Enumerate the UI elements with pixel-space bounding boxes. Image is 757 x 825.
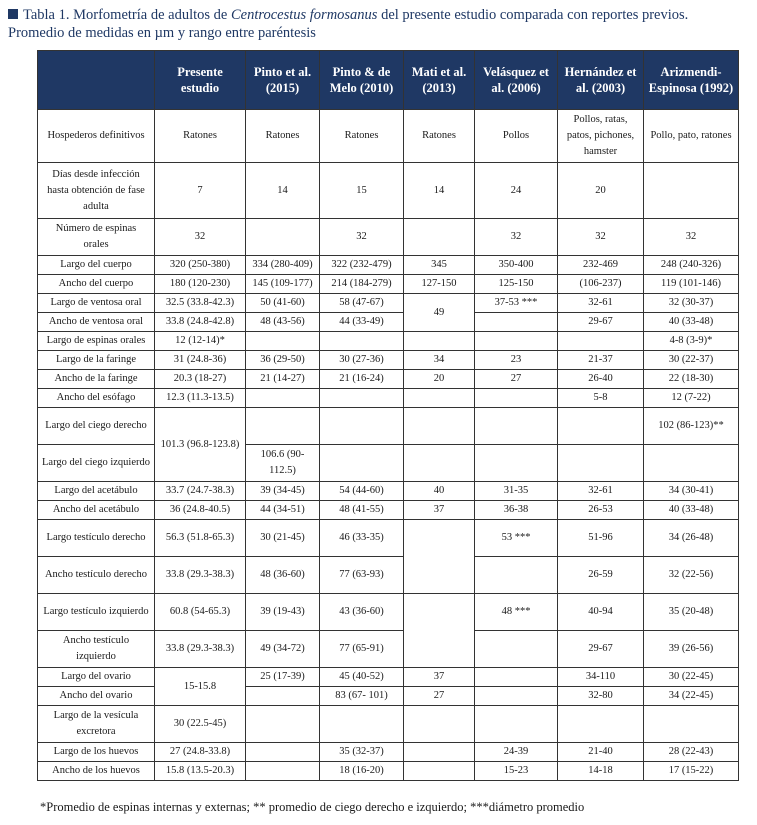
row-label: Largo de ventosa oral — [38, 294, 155, 313]
table-cell: 31 (24.8-36) — [155, 351, 246, 370]
table-cell: 20.3 (18-27) — [155, 370, 246, 389]
table-row — [38, 668, 739, 687]
row-label: Ancho testículo izquierdo — [38, 631, 155, 668]
footnote: *Promedio de espinas internas y externas; ** promedio de ciego derecho e izquierdo; ***diámetro promedio — [40, 800, 585, 814]
row-label: Ancho del ovario — [38, 687, 155, 706]
row-label: Ancho de la faringe — [38, 370, 155, 389]
table-cell: 12 (12-14)* — [155, 332, 246, 351]
table-cell: Pollos — [475, 110, 558, 163]
table-cell — [404, 594, 475, 668]
row-label: Largo de los huevos — [38, 743, 155, 762]
table-cell — [475, 687, 558, 706]
table-cell: 125-150 — [475, 275, 558, 294]
table-row — [38, 520, 739, 557]
table-cell — [404, 445, 475, 482]
table-cell: 14 — [404, 163, 475, 219]
table-cell: 15-15.8 — [155, 668, 246, 706]
table-cell: 49 — [404, 294, 475, 332]
table-cell: 26-53 — [558, 501, 644, 520]
table-cell: 32 — [320, 219, 404, 256]
table-cell: 77 (63-93) — [320, 557, 404, 594]
column-header: Arizmendi-Espinosa (1992) — [644, 51, 739, 110]
caption-line-1 — [8, 6, 753, 24]
table-cell: 48 (36-60) — [246, 557, 320, 594]
row-label: Días desde infección hasta obtención de fase adulta — [38, 163, 155, 219]
table-cell: 27 — [475, 370, 558, 389]
table-cell: 37 — [404, 501, 475, 520]
table-cell: 18 (16-20) — [320, 762, 404, 781]
row-label: Largo de la faringe — [38, 351, 155, 370]
table-caption — [8, 6, 753, 42]
table-cell: Ratones — [404, 110, 475, 163]
table-cell: 4-8 (3-9)* — [644, 332, 739, 351]
table-cell — [558, 332, 644, 351]
table-cell — [320, 332, 404, 351]
table-cell: 30 (21-45) — [246, 520, 320, 557]
table-cell: 102 (86-123)** — [644, 408, 739, 445]
table-cell: 15-23 — [475, 762, 558, 781]
table-cell: Ratones — [246, 110, 320, 163]
table-cell: 248 (240-326) — [644, 256, 739, 275]
table-cell — [475, 332, 558, 351]
table-cell: 50 (41-60) — [246, 294, 320, 313]
table-cell: Pollos, ratas, patos, pichones, hamster — [558, 110, 644, 163]
table-cell: 45 (40-52) — [320, 668, 404, 687]
table-cell: 14 — [246, 163, 320, 219]
row-label: Ancho testículo derecho — [38, 557, 155, 594]
table-row — [38, 408, 739, 445]
table-cell: 30 (22.5-45) — [155, 706, 246, 743]
table-cell — [475, 706, 558, 743]
table-cell — [320, 389, 404, 408]
table-cell: 15.8 (13.5-20.3) — [155, 762, 246, 781]
row-label: Ancho del acetábulo — [38, 501, 155, 520]
table-cell: 35 (20-48) — [644, 594, 739, 631]
table-cell — [404, 332, 475, 351]
table-row — [38, 706, 739, 743]
table-cell: 27 (24.8-33.8) — [155, 743, 246, 762]
caption-suffix: del presente estudio comparada con reportes previos. — [377, 7, 689, 23]
table-cell — [246, 389, 320, 408]
table-cell — [320, 706, 404, 743]
table-cell — [404, 762, 475, 781]
table-cell — [246, 332, 320, 351]
table-cell: 40 — [404, 482, 475, 501]
table-cell — [558, 408, 644, 445]
table-cell: 39 (26-56) — [644, 631, 739, 668]
table-cell: 83 (67- 101) — [320, 687, 404, 706]
table-cell: 32 (30-37) — [644, 294, 739, 313]
table-cell: 40-94 — [558, 594, 644, 631]
table-cell: 54 (44-60) — [320, 482, 404, 501]
table-cell: Ratones — [320, 110, 404, 163]
caption-prefix: Tabla 1. Morfometría de adultos de — [23, 7, 231, 23]
table-cell: 24 — [475, 163, 558, 219]
table-cell: 21-40 — [558, 743, 644, 762]
table-cell: 232-469 — [558, 256, 644, 275]
table-cell: 36 (24.8-40.5) — [155, 501, 246, 520]
caption-line-2: Promedio de medidas en µm y rango entre paréntesis — [8, 25, 316, 41]
table-cell — [404, 389, 475, 408]
column-header — [38, 51, 155, 110]
table-row — [38, 370, 739, 389]
table-cell: 33.8 (29.3-38.3) — [155, 631, 246, 668]
header-row — [38, 51, 739, 110]
table-cell: 44 (33-49) — [320, 313, 404, 332]
table-row — [38, 557, 739, 594]
table-row — [38, 687, 739, 706]
table-row — [38, 351, 739, 370]
table-cell: 30 (22-45) — [644, 668, 739, 687]
table-cell: 35 (32-37) — [320, 743, 404, 762]
table-cell: 33.8 (29.3-38.3) — [155, 557, 246, 594]
table-cell: 119 (101-146) — [644, 275, 739, 294]
table-cell: 32 — [558, 219, 644, 256]
table-cell — [644, 706, 739, 743]
row-label: Largo del acetábulo — [38, 482, 155, 501]
table-cell: 48 *** — [475, 594, 558, 631]
table-cell: 48 (41-55) — [320, 501, 404, 520]
table-cell: 180 (120-230) — [155, 275, 246, 294]
table-cell: 21 (16-24) — [320, 370, 404, 389]
row-label: Ancho de ventosa oral — [38, 313, 155, 332]
table-cell: 31-35 — [475, 482, 558, 501]
table-cell — [320, 445, 404, 482]
table-cell: 33.7 (24.7-38.3) — [155, 482, 246, 501]
table-row — [38, 594, 739, 631]
table-cell: 145 (109-177) — [246, 275, 320, 294]
table-cell: Pollo, pato, ratones — [644, 110, 739, 163]
row-label: Ancho del esófago — [38, 389, 155, 408]
table-cell: 34 (26-48) — [644, 520, 739, 557]
table-row — [38, 501, 739, 520]
table-cell — [475, 389, 558, 408]
table-cell: 37 — [404, 668, 475, 687]
table-cell: 127-150 — [404, 275, 475, 294]
table-cell: 5-8 — [558, 389, 644, 408]
table-cell — [475, 313, 558, 332]
table-cell — [246, 762, 320, 781]
row-label: Hospederos definitivos — [38, 110, 155, 163]
table-cell: 77 (65-91) — [320, 631, 404, 668]
table-cell — [246, 687, 320, 706]
table-cell: 334 (280-409) — [246, 256, 320, 275]
table-cell — [475, 557, 558, 594]
table-row — [38, 482, 739, 501]
table-cell: 46 (33-35) — [320, 520, 404, 557]
table-cell: 43 (36-60) — [320, 594, 404, 631]
table-row — [38, 631, 739, 668]
table-cell: 32 (22-56) — [644, 557, 739, 594]
table-cell: 30 (27-36) — [320, 351, 404, 370]
table-cell — [404, 408, 475, 445]
table-cell — [404, 219, 475, 256]
table-row — [38, 332, 739, 351]
caption-square-icon — [8, 9, 18, 19]
table-cell: 214 (184-279) — [320, 275, 404, 294]
table-cell: 34 (30-41) — [644, 482, 739, 501]
table-cell — [246, 743, 320, 762]
table-cell: 58 (47-67) — [320, 294, 404, 313]
table-cell: 49 (34-72) — [246, 631, 320, 668]
table-row — [38, 110, 739, 163]
table-cell: 101.3 (96.8-123.8) — [155, 408, 246, 482]
table-cell — [475, 445, 558, 482]
table-cell: 345 — [404, 256, 475, 275]
table-cell: Ratones — [155, 110, 246, 163]
table-cell: 36 (29-50) — [246, 351, 320, 370]
table-cell: 28 (22-43) — [644, 743, 739, 762]
table-cell: (106-237) — [558, 275, 644, 294]
column-header: Presente estudio — [155, 51, 246, 110]
table-cell: 32.5 (33.8-42.3) — [155, 294, 246, 313]
column-header: Hernández et al. (2003) — [558, 51, 644, 110]
table-cell: 24-39 — [475, 743, 558, 762]
table-cell: 34 (22-45) — [644, 687, 739, 706]
table-cell: 320 (250-380) — [155, 256, 246, 275]
caption-species: Centrocestus formosanus — [230, 7, 378, 23]
row-label: Largo del ciego izquierdo — [38, 445, 155, 482]
table-cell: 106.6 (90-112.5) — [246, 445, 320, 482]
table-row — [38, 294, 739, 313]
table-row — [38, 762, 739, 781]
table-cell: 12.3 (11.3-13.5) — [155, 389, 246, 408]
table-cell: 26-40 — [558, 370, 644, 389]
table-cell: 29-67 — [558, 313, 644, 332]
table-cell — [475, 408, 558, 445]
table-cell: 25 (17-39) — [246, 668, 320, 687]
table-cell — [320, 408, 404, 445]
table-cell: 40 (33-48) — [644, 501, 739, 520]
table-row — [38, 219, 739, 256]
table-cell: 21 (14-27) — [246, 370, 320, 389]
table-cell — [404, 743, 475, 762]
table-cell — [246, 219, 320, 256]
table-cell: 40 (33-48) — [644, 313, 739, 332]
morphometry-table — [37, 50, 739, 781]
table-cell: 26-59 — [558, 557, 644, 594]
row-label: Largo testículo izquierdo — [38, 594, 155, 631]
table-cell — [475, 668, 558, 687]
row-label: Largo de espinas orales — [38, 332, 155, 351]
row-label: Largo testículo derecho — [38, 520, 155, 557]
table-cell: 20 — [558, 163, 644, 219]
table-cell: 27 — [404, 687, 475, 706]
table-row — [38, 445, 739, 482]
column-header: Pinto et al. (2015) — [246, 51, 320, 110]
table-row — [38, 313, 739, 332]
table-cell: 7 — [155, 163, 246, 219]
row-label: Ancho del cuerpo — [38, 275, 155, 294]
table-cell: 56.3 (51.8-65.3) — [155, 520, 246, 557]
table-row — [38, 163, 739, 219]
table-body — [38, 110, 739, 781]
table-cell — [246, 706, 320, 743]
table-cell: 32-80 — [558, 687, 644, 706]
table-cell: 34 — [404, 351, 475, 370]
column-header: Pinto & de Melo (2010) — [320, 51, 404, 110]
table-cell: 48 (43-56) — [246, 313, 320, 332]
table-cell: 32 — [155, 219, 246, 256]
table-cell — [246, 408, 320, 445]
row-label: Largo del ciego derecho — [38, 408, 155, 445]
table-cell: 32-61 — [558, 294, 644, 313]
row-label: Largo del ovario — [38, 668, 155, 687]
table-cell: 22 (18-30) — [644, 370, 739, 389]
table-cell: 14-18 — [558, 762, 644, 781]
table-row — [38, 389, 739, 408]
table-row — [38, 743, 739, 762]
table-cell: 21-37 — [558, 351, 644, 370]
table-cell: 44 (34-51) — [246, 501, 320, 520]
table-cell — [644, 163, 739, 219]
table-cell: 32 — [644, 219, 739, 256]
table-cell: 23 — [475, 351, 558, 370]
table-cell: 20 — [404, 370, 475, 389]
table-cell: 15 — [320, 163, 404, 219]
column-header: Mati et al. (2013) — [404, 51, 475, 110]
table-cell: 32 — [475, 219, 558, 256]
table-cell — [558, 445, 644, 482]
table-cell: 39 (34-45) — [246, 482, 320, 501]
table-cell: 32-61 — [558, 482, 644, 501]
table-cell: 17 (15-22) — [644, 762, 739, 781]
table-cell — [475, 631, 558, 668]
row-label: Largo del cuerpo — [38, 256, 155, 275]
table-cell: 29-67 — [558, 631, 644, 668]
table-cell: 33.8 (24.8-42.8) — [155, 313, 246, 332]
row-label: Número de espinas orales — [38, 219, 155, 256]
table-cell: 51-96 — [558, 520, 644, 557]
column-header: Velásquez et al. (2006) — [475, 51, 558, 110]
table-cell: 12 (7-22) — [644, 389, 739, 408]
table-cell: 36-38 — [475, 501, 558, 520]
table-cell — [644, 445, 739, 482]
table-cell: 34-110 — [558, 668, 644, 687]
table-cell: 322 (232-479) — [320, 256, 404, 275]
table-cell: 350-400 — [475, 256, 558, 275]
table-cell: 30 (22-37) — [644, 351, 739, 370]
table-cell: 53 *** — [475, 520, 558, 557]
row-label: Largo de la vesícula excretora — [38, 706, 155, 743]
table-cell: 39 (19-43) — [246, 594, 320, 631]
table-row — [38, 256, 739, 275]
table-cell: 60.8 (54-65.3) — [155, 594, 246, 631]
table-cell: 37-53 *** — [475, 294, 558, 313]
row-label: Ancho de los huevos — [38, 762, 155, 781]
table-row — [38, 275, 739, 294]
table-cell — [558, 706, 644, 743]
table-cell — [404, 520, 475, 594]
table-cell — [404, 706, 475, 743]
